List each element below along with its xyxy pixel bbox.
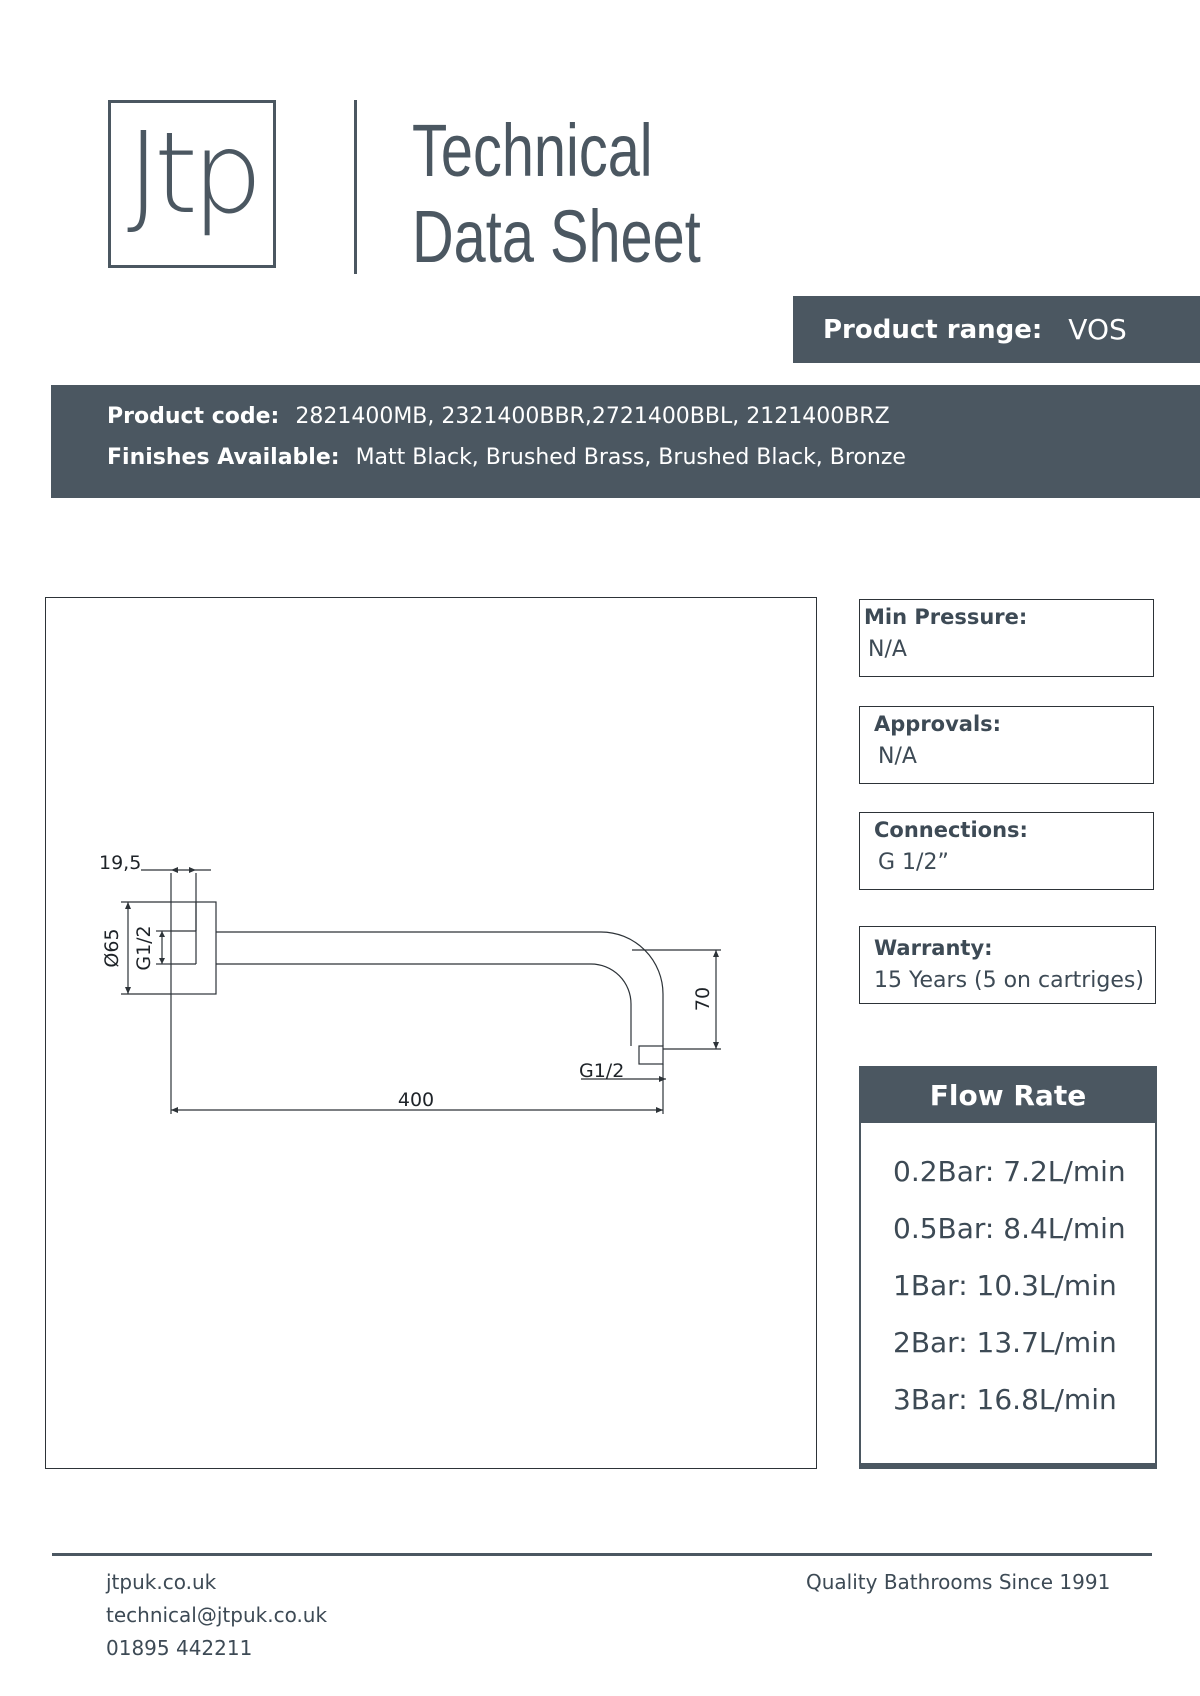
footer-email[interactable]: technical@jtpuk.co.uk [106,1603,328,1627]
flow-rate-item: 2Bar: 13.7L/min [893,1326,1117,1359]
shower-arm-outer-edge [216,932,663,1046]
header-divider [354,100,357,274]
flow-rate-item: 0.5Bar: 8.4L/min [893,1212,1126,1245]
brand-logo-text: Jtp [126,109,258,239]
flow-rate-item: 0.2Bar: 7.2L/min [893,1155,1126,1188]
footer-phone: 01895 442211 [106,1636,253,1660]
finishes-row [107,437,1200,478]
flow-rate-list [861,1123,1155,1428]
spec-min-pressure [859,599,1154,677]
footer-website[interactable]: jtpuk.co.uk [106,1570,217,1594]
finishes-value: Matt Black, Brushed Brass, Brushed Black, Bronze [355,445,906,470]
spec-warranty-label: Warranty: [874,936,993,960]
dimension-flange-diameter: Ø65 [101,928,123,968]
outlet-connector [639,1046,663,1064]
product-range-bar [793,296,1200,363]
document-title [412,108,724,280]
flow-rate-panel [859,1066,1157,1469]
footer-contact [106,1566,327,1665]
spec-min-pressure-label: Min Pressure: [864,605,1028,629]
spec-connections [859,812,1154,890]
brand-logo [108,100,276,268]
product-code-value: 2821400MB, 2321400BBR,2721400BBL, 2121400BRZ [295,404,890,429]
spec-connections-value: G 1/2” [878,850,949,875]
document-title-line-1: Technical [412,109,653,192]
dimension-outlet-thread: G1/2 [579,1060,625,1082]
shower-arm-inner-edge [216,964,631,1046]
flow-rate-item: 1Bar: 10.3L/min [893,1269,1117,1302]
flow-rate-title: Flow Rate [861,1068,1155,1123]
spec-min-pressure-value: N/A [868,637,907,662]
dimension-arm-drop: 70 [692,986,714,1012]
flow-rate-item: 3Bar: 16.8L/min [893,1383,1117,1416]
spec-warranty [859,926,1156,1004]
dimension-flange-depth: 19,5 [99,852,142,874]
product-range-value: VOS [1068,313,1127,346]
product-info-bar [51,385,1200,498]
spec-approvals-value: N/A [878,744,917,769]
dimension-inlet-thread: G1/2 [133,925,155,971]
spec-connections-label: Connections: [874,818,1028,842]
spec-approvals-label: Approvals: [874,712,1002,736]
spec-approvals [859,706,1154,784]
spec-warranty-value: 15 Years (5 on cartriges) [874,968,1144,993]
product-code-row [107,396,1200,437]
dimension-arm-length: 400 [397,1089,435,1111]
document-title-line-2: Data Sheet [412,195,701,278]
shower-arm-drawing [46,598,818,1470]
technical-drawing-frame [45,597,817,1469]
footer-divider [52,1553,1152,1556]
footer-tagline: Quality Bathrooms Since 1991 [806,1570,1111,1594]
product-code-label: Product code: [107,404,280,429]
finishes-label: Finishes Available: [107,445,340,470]
product-range-label: Product range: [823,314,1043,345]
wall-flange-outline [171,902,216,994]
